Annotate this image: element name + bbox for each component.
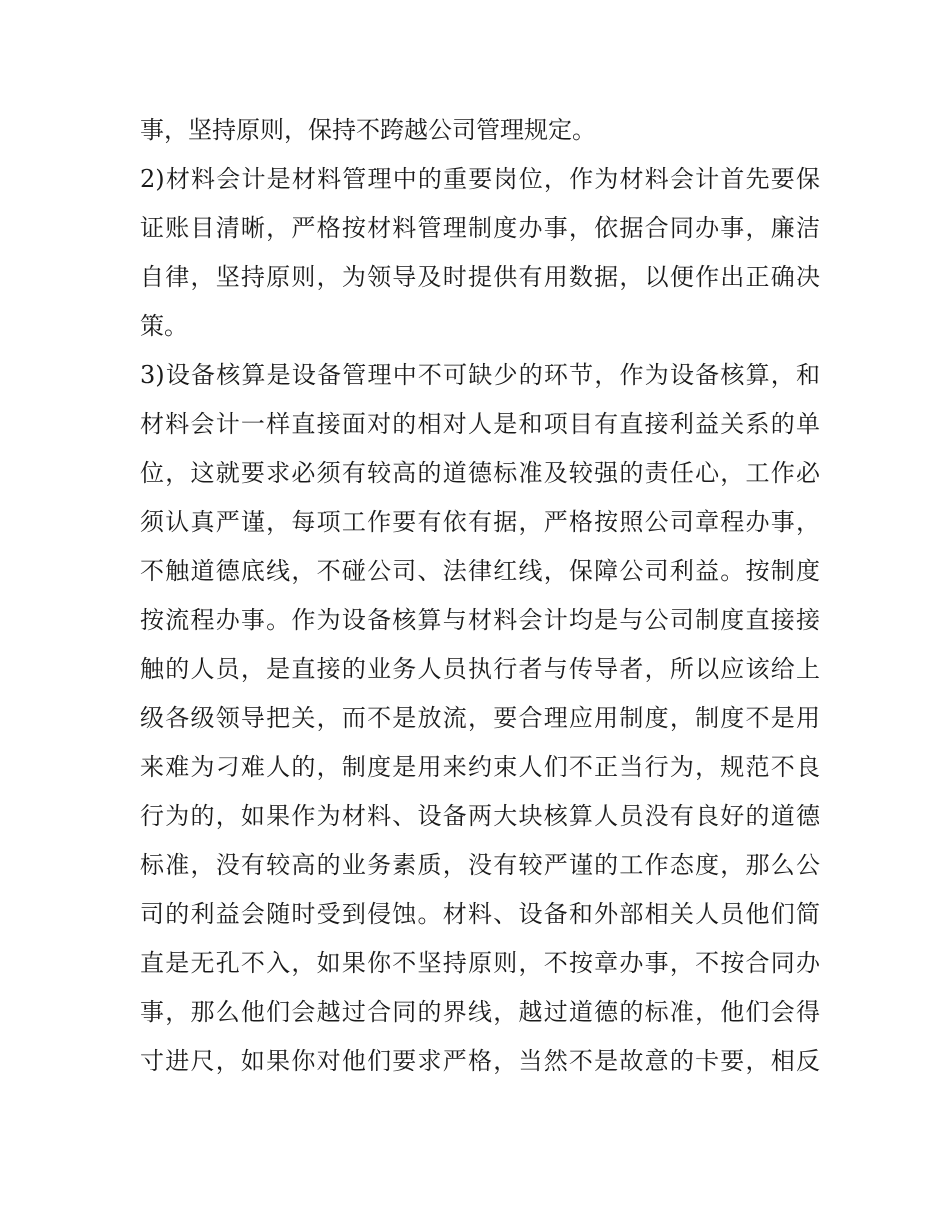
text-line: 事，那么他们会越过合同的界线，越过道德的标准，他们会得 xyxy=(140,998,820,1026)
text-line: 证账目清晰，严格按材料管理制度办事，依据合同办事，廉洁 xyxy=(140,214,820,242)
text-line: 标准，没有较高的业务素质，没有较严谨的工作态度，那么公 xyxy=(140,851,820,879)
text-line: 须认真严谨，每项工作要有依有据，严格按照公司章程办事， xyxy=(140,508,820,536)
text-line: 位，这就要求必须有较高的道德标准及较强的责任心，工作必 xyxy=(140,459,820,487)
text-line: 按流程办事。作为设备核算与材料会计均是与公司制度直接接 xyxy=(140,606,820,634)
text-line: 事，坚持原则，保持不跨越公司管理规定。 xyxy=(140,116,596,144)
text-line: 策。 xyxy=(140,312,188,340)
text-line: 材料会计一样直接面对的相对人是和项目有直接利益关系的单 xyxy=(140,410,820,438)
text-line: 直是无孔不入，如果你不坚持原则，不按章办事，不按合同办 xyxy=(140,949,820,977)
text-line: 触的人员，是直接的业务人员执行者与传导者，所以应该给上 xyxy=(140,655,820,683)
text-line: 自律，坚持原则，为领导及时提供有用数据，以便作出正确决 xyxy=(140,263,820,291)
text-line: 司的利益会随时受到侵蚀。材料、设备和外部相关人员他们简 xyxy=(140,900,820,928)
text-line: 不触道德底线，不碰公司、法律红线，保障公司利益。按制度 xyxy=(140,557,820,585)
text-line: 3)设备核算是设备管理中不可缺少的环节，作为设备核算，和 xyxy=(140,361,820,389)
text-line: 来难为刁难人的，制度是用来约束人们不正当行为，规范不良 xyxy=(140,753,820,781)
text-line: 级各级领导把关，而不是放流，要合理应用制度，制度不是用 xyxy=(140,704,820,732)
text-line: 行为的，如果作为材料、设备两大块核算人员没有良好的道德 xyxy=(140,802,820,830)
body-text xyxy=(140,106,820,1086)
text-line: 2)材料会计是材料管理中的重要岗位，作为材料会计首先要保 xyxy=(140,165,820,193)
text-line: 寸进尺，如果你对他们要求严格，当然不是故意的卡要，相反 xyxy=(140,1047,820,1075)
